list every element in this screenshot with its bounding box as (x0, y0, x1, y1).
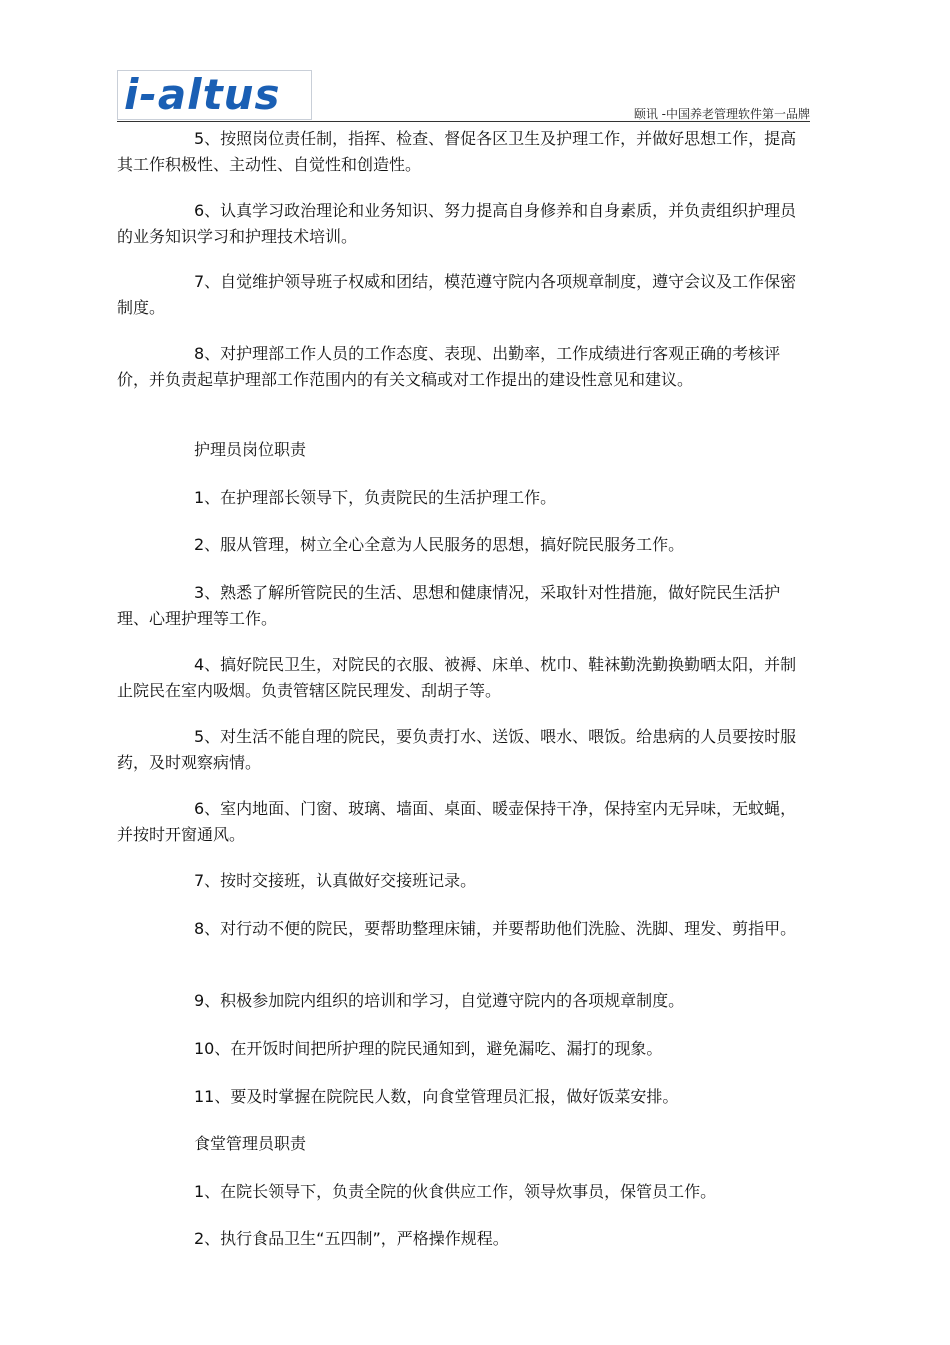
paragraph: 6、室内地面、门窗、玻璃、墙面、桌面、暖壶保持干净，保持室内无异味，无蚊蝇，并按时开窗通风。 (117, 799, 797, 844)
paragraph: 4、搞好院民卫生，对院民的衣服、被褥、床单、枕巾、鞋袜勤洗勤换勤晒太阳，并制止院民在室内吸烟。负责管辖区院民理发、刮胡子等。 (117, 655, 797, 700)
paragraph: 8、对护理部工作人员的工作态度、表现、出勤率，工作成绩进行客观正确的考核评价，并负责起草护理部工作范围内的有关文稿或对工作提出的建设性意见和建议。 (117, 344, 781, 389)
paragraph: 11、要及时掌握在院院民人数，向食堂管理员汇报，做好饭菜安排。 (194, 1087, 679, 1106)
paragraph: 6、认真学习政治理论和业务知识、努力提高自身修养和自身素质，并负责组织护理员的业务知识学习和护理技术培训。 (117, 201, 797, 246)
paragraph: 1、在院长领导下，负责全院的伙食供应工作，领导炊事员，保管员工作。 (194, 1182, 717, 1201)
paragraph: 2、执行食品卫生“五四制”，严格操作规程。 (194, 1229, 509, 1248)
section-heading: 食堂管理员职责 (194, 1134, 307, 1153)
logo-text: i-altus (124, 70, 281, 119)
paragraph: 8、对行动不便的院民，要帮助整理床铺，并要帮助他们洗脸、洗脚、理发、剪指甲。 (194, 919, 797, 938)
paragraph: 9、积极参加院内组织的培训和学习，自觉遵守院内的各项规章制度。 (194, 991, 685, 1010)
section-heading: 护理员岗位职责 (194, 440, 307, 459)
paragraph: 2、服从管理，树立全心全意为人民服务的思想，搞好院民服务工作。 (194, 535, 685, 554)
company-logo (117, 70, 312, 120)
header-tagline: 颐讯 -中国养老管理软件第一品牌 (633, 107, 810, 121)
paragraph: 7、自觉维护领导班子权威和团结，模范遵守院内各项规章制度，遵守会议及工作保密制度。 (117, 272, 797, 317)
paragraph: 10、在开饭时间把所护理的院民通知到，避免漏吃、漏打的现象。 (194, 1039, 663, 1058)
paragraph: 7、按时交接班，认真做好交接班记录。 (194, 871, 477, 890)
page-header (117, 70, 810, 122)
paragraph: 5、对生活不能自理的院民，要负责打水、送饭、喂水、喂饭。给患病的人员要按时服药，及时观察病情。 (117, 727, 797, 772)
paragraph: 1、在护理部长领导下，负责院民的生活护理工作。 (194, 488, 557, 507)
paragraph: 3、熟悉了解所管院民的生活、思想和健康情况，采取针对性措施，做好院民生活护理、心理护理等工作。 (117, 583, 781, 628)
header-divider (117, 121, 810, 122)
paragraph: 5、按照岗位责任制，指挥、检查、督促各区卫生及护理工作，并做好思想工作，提高其工作积极性、主动性、自觉性和创造性。 (117, 129, 797, 174)
